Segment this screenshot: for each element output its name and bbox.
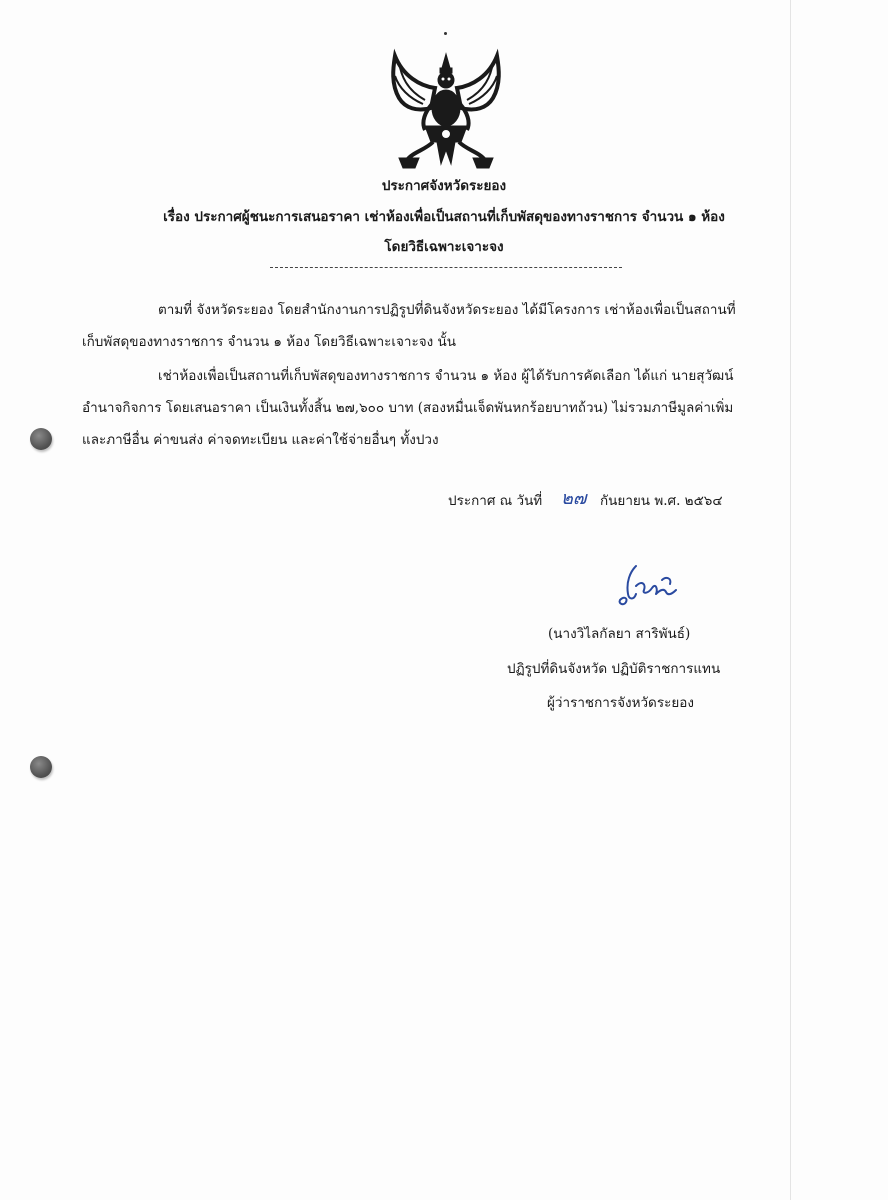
- separator-line: [270, 267, 622, 268]
- garuda-emblem-icon: [385, 46, 507, 172]
- handwritten-signature: [606, 562, 686, 610]
- date-month-year: กันยายน พ.ศ. ๒๕๖๔: [600, 493, 723, 509]
- signatory-position-line1: ปฏิรูปที่ดินจังหวัด ปฏิบัติราชการแทน: [507, 661, 721, 677]
- para2-line1: เช่าห้องเพื่อเป็นสถานที่เก็บพัสดุของทางราชการ จำนวน ๑ ห้อง ผู้ได้รับการคัดเลือก ได้แก่ นายสุวัฒน์: [158, 368, 734, 384]
- punch-hole-upper: [30, 428, 52, 450]
- punch-hole-lower: [30, 756, 52, 778]
- para2-line2: อำนาจกิจการ โดยเสนอราคา เป็นเงินทั้งสิ้น ๒๗,๖๐๐ บาท (สองหมื่นเจ็ดพันหกร้อยบาทถ้วน) ไม่รวมภาษีมูลค่าเพิ่ม: [82, 400, 734, 416]
- date-day-handwritten: ๒๗: [561, 488, 587, 509]
- para2-line3: และภาษีอื่น ค่าขนส่ง ค่าจดทะเบียน และค่าใช้จ่ายอื่นๆ ทั้งปวง: [82, 432, 439, 448]
- signatory-position-line2: ผู้ว่าราชการจังหวัดระยอง: [547, 695, 694, 711]
- para1-line1: ตามที่ จังหวัดระยอง โดยสำนักงานการปฏิรูปที่ดินจังหวัดระยอง ได้มีโครงการ เช่าห้องเพื่อเป็นสถานที่: [158, 302, 736, 318]
- method-line: โดยวิธีเฉพาะเจาะจง: [384, 239, 504, 255]
- subject-line: เรื่อง ประกาศผู้ชนะการเสนอราคา เช่าห้องเพื่อเป็นสถานที่เก็บพัสดุของทางราชการ จำนวน ๑ ห้อง: [163, 209, 725, 225]
- dot-mark: [444, 32, 447, 35]
- para1-line2: เก็บพัสดุของทางราชการ จำนวน ๑ ห้อง โดยวิธีเฉพาะเจาะจง นั้น: [82, 334, 457, 350]
- announcement-title: ประกาศจังหวัดระยอง: [381, 178, 507, 194]
- date-prefix: ประกาศ ณ วันที่: [448, 493, 543, 509]
- signatory-name: (นางวิไลกัลยา สาริพันธ์): [548, 626, 691, 642]
